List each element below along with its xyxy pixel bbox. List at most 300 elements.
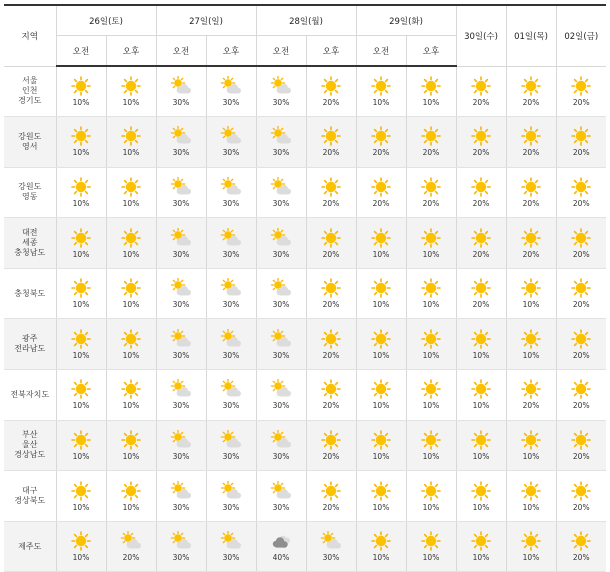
forecast-cell-content <box>307 126 356 157</box>
forecast-cell-content <box>407 126 456 157</box>
forecast-cell <box>406 319 456 370</box>
sun-icon <box>70 228 92 248</box>
forecast-cell-content <box>457 481 506 512</box>
region-name <box>4 218 56 269</box>
precip-chance: 30% <box>272 502 290 512</box>
forecast-cell <box>556 471 606 522</box>
precip-chance: 30% <box>272 249 290 259</box>
forecast-cell-content <box>507 126 556 157</box>
forecast-cell-content <box>407 481 456 512</box>
sun-cloud-icon <box>170 430 192 450</box>
precip-chance: 30% <box>222 98 240 108</box>
sun-icon <box>120 228 142 248</box>
forecast-cell <box>256 218 306 269</box>
sun-icon <box>420 430 442 450</box>
region-name-line: 서울 <box>22 76 38 86</box>
forecast-cell-content <box>107 481 156 512</box>
sun-icon <box>70 430 92 450</box>
forecast-cell-content <box>107 379 156 410</box>
precip-chance: 10% <box>122 350 140 360</box>
forecast-cell <box>406 268 456 319</box>
table-row <box>4 319 606 370</box>
precip-chance: 30% <box>172 198 190 208</box>
sun-icon <box>520 531 542 551</box>
sun-icon <box>570 430 592 450</box>
precip-chance: 20% <box>322 198 340 208</box>
sun-icon <box>520 228 542 248</box>
table-row <box>4 521 606 572</box>
forecast-cell <box>456 471 506 522</box>
forecast-cell-content <box>357 329 406 360</box>
forecast-cell <box>206 521 256 572</box>
forecast-cell-content <box>107 126 156 157</box>
forecast-cell-content <box>557 76 607 107</box>
precip-chance: 10% <box>422 350 440 360</box>
precip-chance: 20% <box>522 198 540 208</box>
forecast-cell-content <box>307 481 356 512</box>
sun-cloud-icon <box>270 126 292 146</box>
forecast-cell <box>556 370 606 421</box>
precip-chance: 30% <box>222 451 240 461</box>
forecast-cell-content <box>157 126 206 157</box>
forecast-cell-content <box>457 228 506 259</box>
precip-chance: 20% <box>572 300 590 310</box>
precip-chance: 10% <box>72 98 90 108</box>
forecast-cell-content <box>257 76 306 107</box>
region-name-line: 영동 <box>22 192 38 202</box>
forecast-cell <box>106 268 156 319</box>
forecast-cell-content <box>407 329 456 360</box>
region-name <box>4 420 56 471</box>
sun-icon <box>420 329 442 349</box>
sun-icon <box>420 379 442 399</box>
sun-icon <box>470 278 492 298</box>
forecast-cell <box>306 66 356 117</box>
forecast-cell-content <box>257 481 306 512</box>
forecast-cell <box>306 167 356 218</box>
forecast-cell <box>556 218 606 269</box>
sun-cloud-icon <box>170 177 192 197</box>
forecast-cell-content <box>57 177 106 208</box>
precip-chance: 10% <box>72 350 90 360</box>
forecast-cell <box>506 319 556 370</box>
am-header: 오전 <box>356 36 406 67</box>
forecast-cell <box>556 521 606 572</box>
sun-icon <box>370 126 392 146</box>
forecast-cell-content <box>307 177 356 208</box>
sun-icon <box>470 481 492 501</box>
sun-icon <box>370 379 392 399</box>
forecast-cell <box>256 167 306 218</box>
forecast-cell-content <box>157 177 206 208</box>
precip-chance: 10% <box>122 148 140 158</box>
forecast-cell-content <box>257 329 306 360</box>
sun-cloud-icon <box>320 531 342 551</box>
forecast-cell-content <box>507 481 556 512</box>
forecast-cell-content <box>107 531 156 562</box>
precip-chance: 30% <box>172 249 190 259</box>
forecast-cell <box>506 471 556 522</box>
table-row <box>4 167 606 218</box>
precip-chance: 30% <box>172 350 190 360</box>
forecast-cell <box>156 420 206 471</box>
forecast-cell-content <box>157 228 206 259</box>
forecast-cell <box>556 66 606 117</box>
sun-cloud-icon <box>220 76 242 96</box>
sun-cloud-icon <box>220 278 242 298</box>
forecast-cell <box>556 167 606 218</box>
forecast-cell <box>206 370 256 421</box>
forecast-cell-content <box>157 329 206 360</box>
forecast-cell <box>556 319 606 370</box>
precip-chance: 10% <box>522 553 540 563</box>
forecast-cell-content <box>307 531 356 562</box>
precip-chance: 20% <box>472 198 490 208</box>
sun-icon <box>70 76 92 96</box>
sun-icon <box>520 126 542 146</box>
table-row <box>4 420 606 471</box>
forecast-cell <box>356 218 406 269</box>
forecast-cell <box>406 167 456 218</box>
precip-chance: 10% <box>122 502 140 512</box>
forecast-cell-content <box>207 329 256 360</box>
forecast-cell-content <box>207 430 256 461</box>
precip-chance: 30% <box>222 401 240 411</box>
region-name-line: 부산 <box>22 430 38 440</box>
precip-chance: 10% <box>522 300 540 310</box>
forecast-cell-content <box>257 126 306 157</box>
forecast-cell <box>306 521 356 572</box>
table-row <box>4 117 606 168</box>
precip-chance: 10% <box>72 249 90 259</box>
forecast-cell <box>506 117 556 168</box>
forecast-cell <box>106 370 156 421</box>
forecast-cell-content <box>507 76 556 107</box>
forecast-cell <box>306 218 356 269</box>
forecast-cell <box>356 471 406 522</box>
forecast-cell-content <box>157 76 206 107</box>
region-name-line: 충청남도 <box>14 248 46 258</box>
forecast-cell-content <box>457 329 506 360</box>
precip-chance: 20% <box>522 148 540 158</box>
sun-icon <box>570 379 592 399</box>
sun-icon <box>120 177 142 197</box>
forecast-cell <box>106 471 156 522</box>
forecast-cell-content <box>407 531 456 562</box>
sun-icon <box>120 481 142 501</box>
forecast-cell <box>56 521 106 572</box>
precip-chance: 30% <box>222 553 240 563</box>
precip-chance: 20% <box>322 300 340 310</box>
forecast-cell <box>156 319 206 370</box>
forecast-cell-content <box>257 379 306 410</box>
precip-chance: 20% <box>122 553 140 563</box>
forecast-cell-content <box>107 278 156 309</box>
precip-chance: 10% <box>472 451 490 461</box>
forecast-cell <box>356 167 406 218</box>
precip-chance: 10% <box>72 553 90 563</box>
sun-icon <box>70 278 92 298</box>
forecast-cell <box>56 268 106 319</box>
am-header: 오전 <box>156 36 206 67</box>
forecast-cell <box>206 117 256 168</box>
precip-chance: 10% <box>72 148 90 158</box>
precip-chance: 10% <box>372 502 390 512</box>
pm-header: 오후 <box>206 36 256 67</box>
precip-chance: 30% <box>222 148 240 158</box>
precip-chance: 10% <box>72 502 90 512</box>
forecast-cell-content <box>407 379 456 410</box>
forecast-cell <box>406 521 456 572</box>
region-name <box>4 471 56 522</box>
precip-chance: 10% <box>122 451 140 461</box>
forecast-cell-content <box>107 329 156 360</box>
forecast-cell-content <box>557 126 607 157</box>
forecast-cell-content <box>507 228 556 259</box>
region-name-line: 광주 <box>22 334 38 344</box>
sun-icon <box>70 481 92 501</box>
forecast-cell <box>506 521 556 572</box>
sun-icon <box>570 126 592 146</box>
sun-cloud-icon <box>170 531 192 551</box>
table-row <box>4 268 606 319</box>
precip-chance: 10% <box>72 451 90 461</box>
precip-chance: 10% <box>422 98 440 108</box>
forecast-cell <box>106 167 156 218</box>
forecast-cell-content <box>57 126 106 157</box>
forecast-cell <box>306 420 356 471</box>
region-name <box>4 370 56 421</box>
forecast-cell <box>556 268 606 319</box>
forecast-cell <box>456 167 506 218</box>
precip-chance: 10% <box>72 401 90 411</box>
region-name <box>4 319 56 370</box>
forecast-cell-content <box>357 278 406 309</box>
sun-icon <box>570 228 592 248</box>
precip-chance: 20% <box>322 98 340 108</box>
pm-header: 오후 <box>406 36 456 67</box>
sun-icon <box>320 177 342 197</box>
precip-chance: 20% <box>522 249 540 259</box>
forecast-cell <box>256 370 306 421</box>
forecast-cell <box>406 420 456 471</box>
forecast-cell-content <box>257 531 306 562</box>
forecast-cell <box>206 471 256 522</box>
cloudy-icon <box>270 531 292 551</box>
precip-chance: 10% <box>522 502 540 512</box>
forecast-cell-content <box>357 481 406 512</box>
forecast-cell-content <box>557 379 607 410</box>
precip-chance: 30% <box>172 553 190 563</box>
forecast-cell-content <box>257 430 306 461</box>
sun-icon <box>570 177 592 197</box>
region-name-line: 충청북도 <box>14 288 46 298</box>
precip-chance: 30% <box>172 401 190 411</box>
forecast-cell <box>456 268 506 319</box>
forecast-cell-content <box>457 76 506 107</box>
forecast-cell-content <box>57 481 106 512</box>
precip-chance: 10% <box>72 300 90 310</box>
forecast-cell-content <box>307 329 356 360</box>
am-header: 오전 <box>56 36 106 67</box>
precip-chance: 10% <box>472 350 490 360</box>
region-name-line: 강원도 <box>18 182 42 192</box>
forecast-cell <box>206 218 256 269</box>
sun-icon <box>320 430 342 450</box>
forecast-cell <box>106 420 156 471</box>
forecast-cell-content <box>157 481 206 512</box>
precip-chance: 30% <box>222 350 240 360</box>
sun-icon <box>120 430 142 450</box>
sun-cloud-icon <box>120 531 142 551</box>
sun-icon <box>420 481 442 501</box>
forecast-cell <box>356 268 406 319</box>
forecast-body <box>4 66 606 572</box>
forecast-cell <box>156 167 206 218</box>
sun-icon <box>70 329 92 349</box>
forecast-cell-content <box>457 126 506 157</box>
sun-icon <box>370 76 392 96</box>
sun-icon <box>420 76 442 96</box>
precip-chance: 10% <box>422 502 440 512</box>
precip-chance: 10% <box>522 350 540 360</box>
precip-chance: 20% <box>572 148 590 158</box>
forecast-cell-content <box>107 228 156 259</box>
precip-chance: 10% <box>372 401 390 411</box>
precip-chance: 20% <box>472 97 490 107</box>
precip-chance: 20% <box>322 502 340 512</box>
forecast-cell <box>256 117 306 168</box>
precip-chance: 20% <box>522 401 540 411</box>
day-header-30: 30일(수) <box>456 5 506 66</box>
sun-icon <box>470 430 492 450</box>
forecast-cell <box>306 117 356 168</box>
precip-chance: 20% <box>572 553 590 563</box>
region-name-line: 전라남도 <box>14 344 46 354</box>
sun-cloud-icon <box>220 481 242 501</box>
forecast-cell <box>406 370 456 421</box>
table-row <box>4 471 606 522</box>
precip-chance: 20% <box>572 350 590 360</box>
forecast-cell-content <box>207 531 256 562</box>
forecast-cell-content <box>57 531 106 562</box>
forecast-cell-content <box>257 177 306 208</box>
forecast-cell <box>56 319 106 370</box>
sun-icon <box>120 126 142 146</box>
precip-chance: 20% <box>522 97 540 107</box>
precip-chance: 20% <box>572 502 590 512</box>
sun-cloud-icon <box>220 329 242 349</box>
sun-icon <box>520 329 542 349</box>
precip-chance: 40% <box>272 553 290 563</box>
sun-cloud-icon <box>170 329 192 349</box>
sun-icon <box>370 430 392 450</box>
precip-chance: 10% <box>422 300 440 310</box>
forecast-cell <box>206 420 256 471</box>
precip-chance: 10% <box>422 249 440 259</box>
forecast-cell <box>56 167 106 218</box>
forecast-cell-content <box>457 177 506 208</box>
forecast-cell-content <box>207 228 256 259</box>
sun-icon <box>70 177 92 197</box>
pm-header: 오후 <box>106 36 156 67</box>
forecast-cell <box>56 218 106 269</box>
region-name-line: 영서 <box>22 141 38 151</box>
forecast-cell-content <box>507 379 556 410</box>
region-name-line: 대구 <box>22 486 38 496</box>
table-row <box>4 66 606 117</box>
region-name <box>4 117 56 168</box>
sun-cloud-icon <box>220 177 242 197</box>
forecast-cell-content <box>307 76 356 107</box>
region-name-line: 대전 <box>22 228 38 238</box>
precip-chance: 20% <box>322 350 340 360</box>
forecast-cell <box>156 471 206 522</box>
precip-chance: 30% <box>272 148 290 158</box>
forecast-cell-content <box>207 76 256 107</box>
forecast-cell-content <box>207 481 256 512</box>
forecast-cell-content <box>457 531 506 562</box>
forecast-cell-content <box>557 228 607 259</box>
sun-icon <box>470 76 492 96</box>
precip-chance: 10% <box>372 553 390 563</box>
precip-chance: 20% <box>322 451 340 461</box>
forecast-cell-content <box>57 76 106 107</box>
sun-icon <box>570 76 592 96</box>
region-name-line: 제주도 <box>18 541 42 551</box>
forecast-cell <box>106 218 156 269</box>
precip-chance: 10% <box>372 350 390 360</box>
forecast-cell-content <box>357 430 406 461</box>
sun-icon <box>420 531 442 551</box>
sun-cloud-icon <box>270 278 292 298</box>
forecast-cell <box>256 319 306 370</box>
forecast-cell-content <box>407 430 456 461</box>
pm-header: 오후 <box>306 36 356 67</box>
forecast-cell-content <box>507 278 556 309</box>
precip-chance: 30% <box>272 198 290 208</box>
forecast-cell-content <box>457 379 506 410</box>
forecast-cell-content <box>57 430 106 461</box>
precip-chance: 10% <box>72 198 90 208</box>
precip-chance: 30% <box>222 249 240 259</box>
sun-icon <box>520 278 542 298</box>
sun-cloud-icon <box>170 126 192 146</box>
precip-chance: 20% <box>472 249 490 259</box>
forecast-cell <box>56 420 106 471</box>
precip-chance: 20% <box>422 148 440 158</box>
forecast-cell <box>56 370 106 421</box>
sun-icon <box>120 329 142 349</box>
precip-chance: 20% <box>472 148 490 158</box>
forecast-cell-content <box>557 430 607 461</box>
forecast-cell <box>106 117 156 168</box>
sun-icon <box>370 177 392 197</box>
forecast-cell <box>156 521 206 572</box>
forecast-cell <box>506 420 556 471</box>
forecast-cell <box>206 268 256 319</box>
sun-icon <box>470 228 492 248</box>
precip-chance: 10% <box>122 198 140 208</box>
forecast-cell-content <box>357 177 406 208</box>
day-header-01: 01일(목) <box>506 5 556 66</box>
forecast-cell-content <box>557 278 607 309</box>
forecast-cell-content <box>507 531 556 562</box>
forecast-cell <box>256 420 306 471</box>
forecast-cell-content <box>307 430 356 461</box>
forecast-cell <box>456 218 506 269</box>
region-name-line: 울산 <box>22 440 38 450</box>
